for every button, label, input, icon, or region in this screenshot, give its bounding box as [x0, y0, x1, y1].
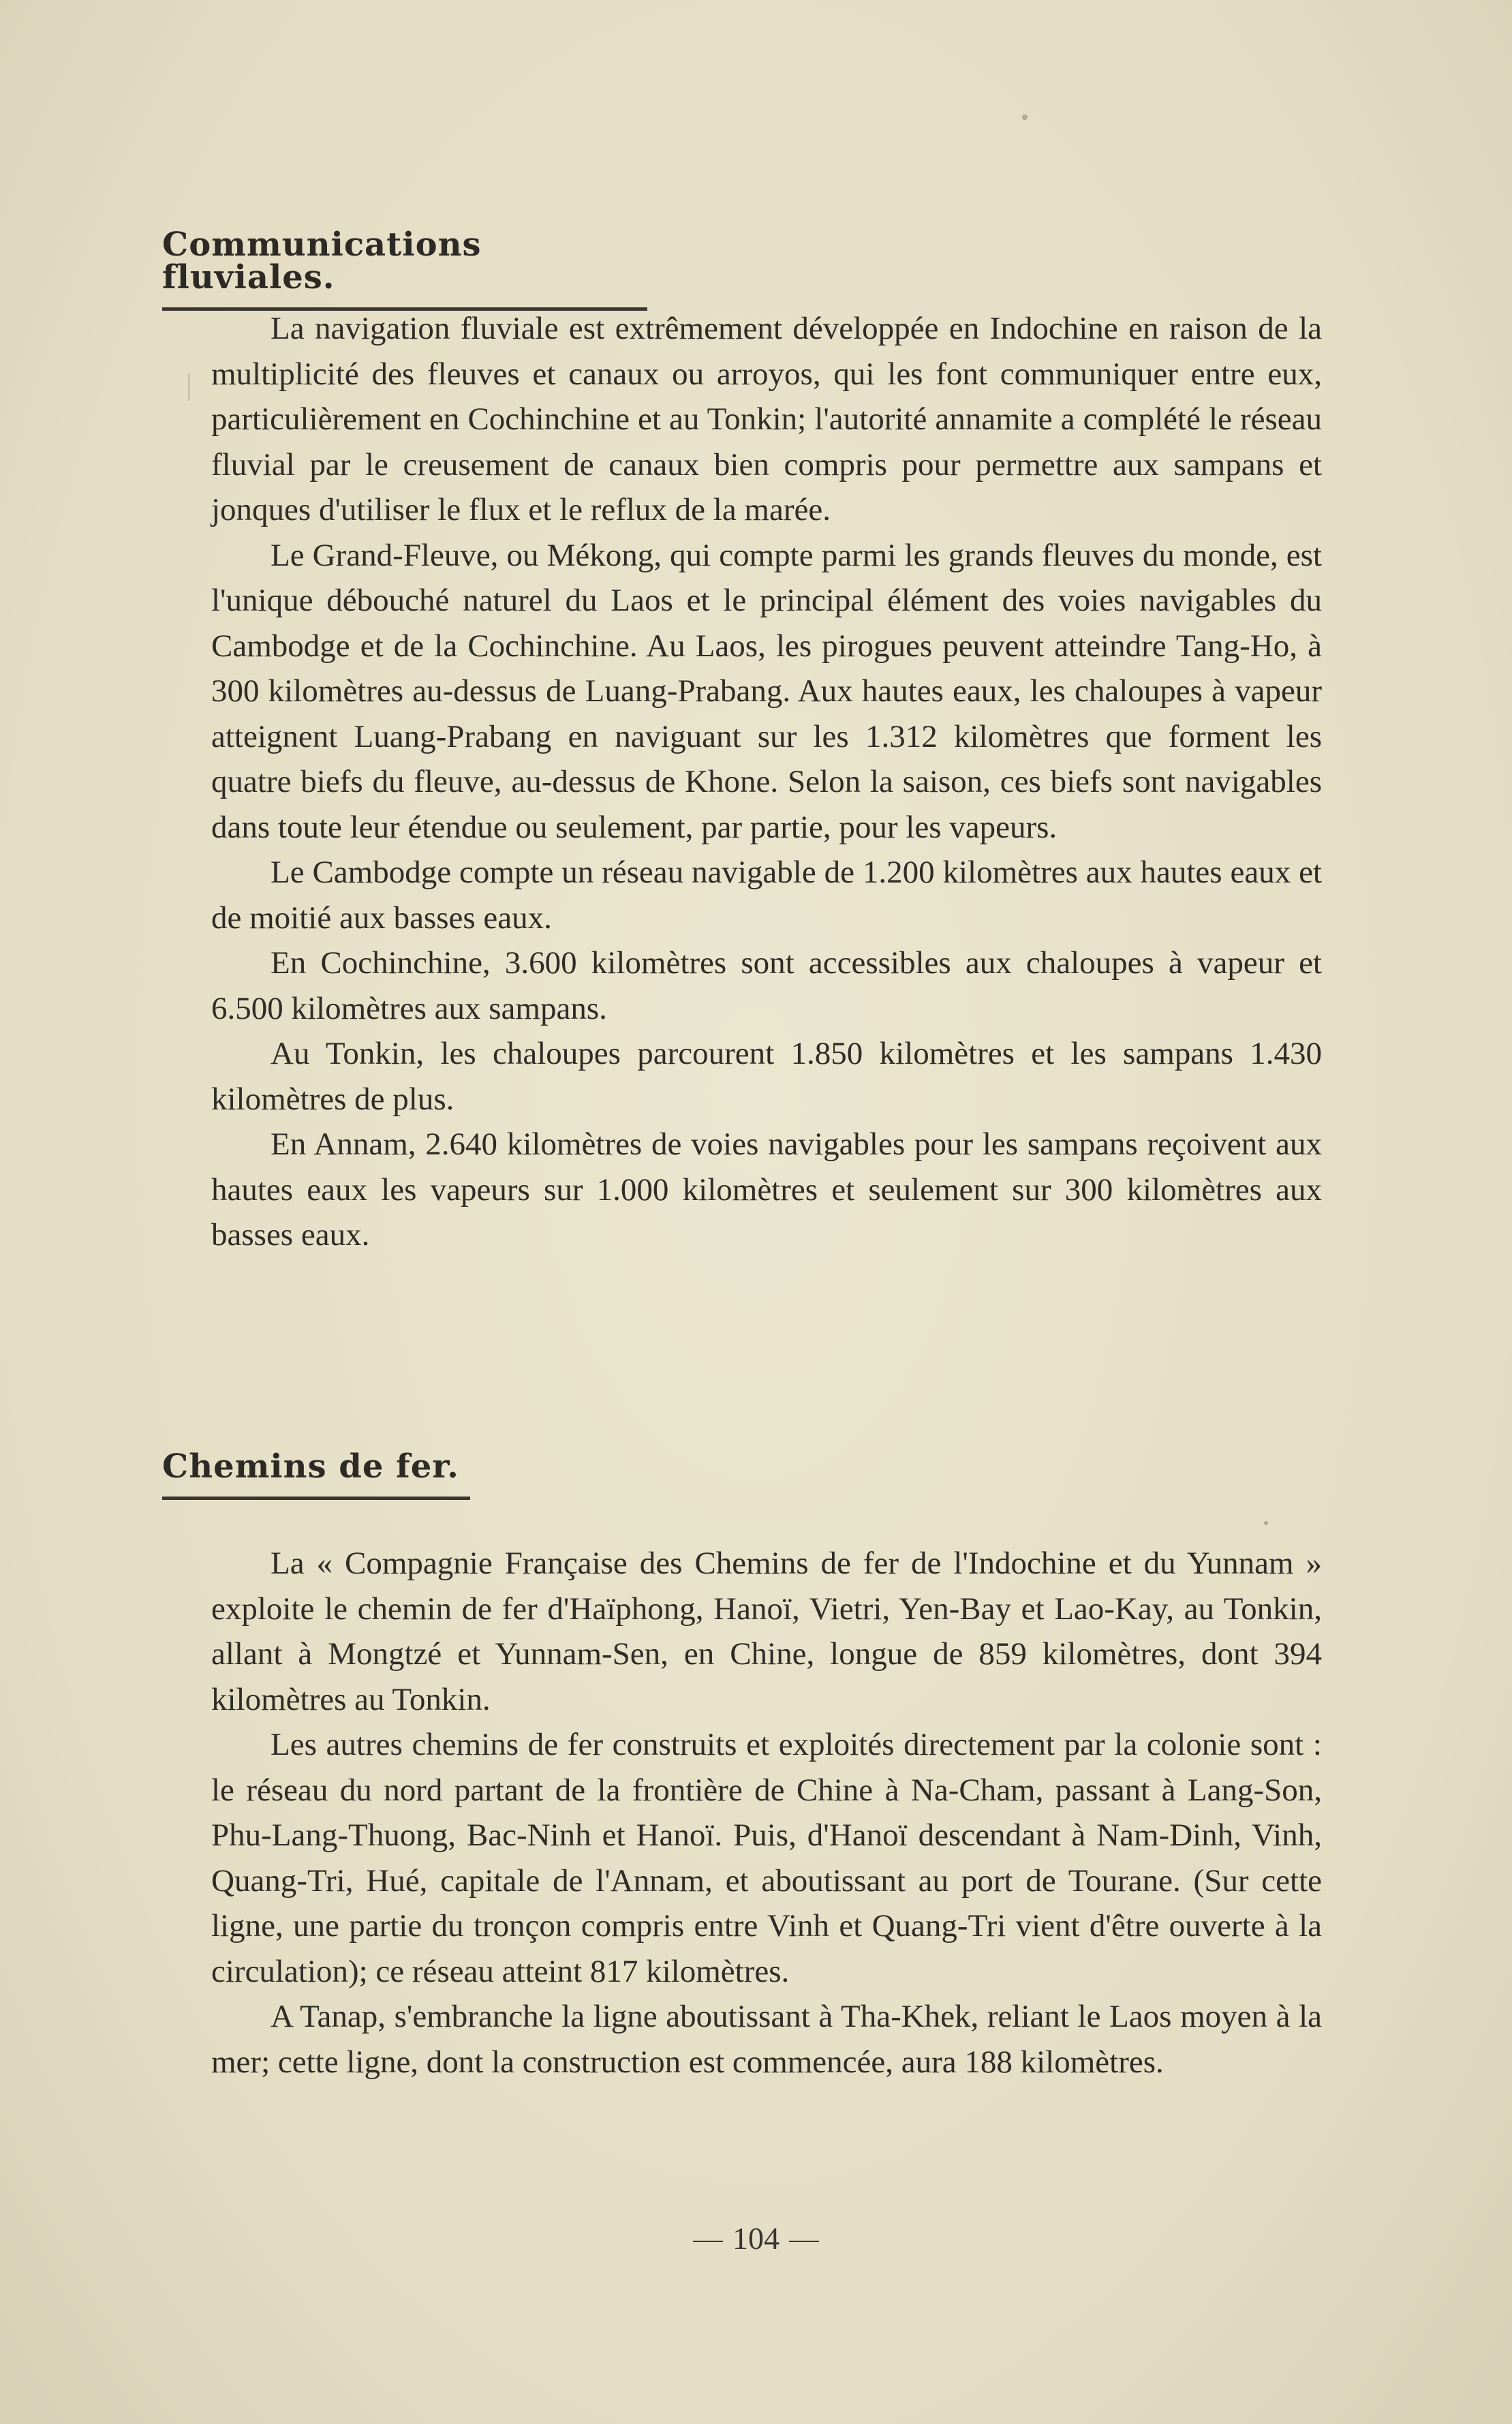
section-heading-communications	[162, 228, 647, 311]
paragraph: Le Cambodge compte un réseau navigable de 1.200 kilomètres aux hautes eaux et de moitié aux basses eaux.	[211, 855, 1322, 936]
paragraph: A Tanap, s'embranche la ligne aboutissant à Tha-Khek, reliant le Laos moyen à la mer; cette ligne, dont la construction est commencée, aura 188 kilomètres.	[211, 1999, 1322, 2080]
paper-speck	[1022, 114, 1028, 120]
paper-speck	[1264, 1521, 1268, 1525]
section-body-chemins	[211, 1541, 1322, 2085]
paragraph: Les autres chemins de fer construits et exploités directement par la colonie sont : le réseau du nord partant de la frontière de Chine à Na-Cham, passant à Lang-Son, Phu-Lang-Thuong, Bac-Ninh et Hanoï. Puis, d'Hanoï descendant à Nam-Dinh, Vinh, Quang-Tri, Hué, capitale de l'Annam, et aboutissant au port de Tourane. (Sur cette ligne, une partie du tronçon compris entre Vinh et Quang-Tri vient d'être ouverte à la circulation); ce réseau atteint 817 kilomètres.	[211, 1727, 1322, 1989]
paragraph: En Annam, 2.640 kilomètres de voies navigables pour les sampans reçoivent aux hautes eaux les vapeurs sur 1.000 kilomètres et seulement sur 300 kilomètres aux basses eaux.	[211, 1126, 1322, 1253]
heading-underline	[162, 1497, 470, 1500]
paragraph: Le Grand-Fleuve, ou Mékong, qui compte parmi les grands fleuves du monde, est l'unique débouché naturel du Laos et le principal élément des voies navigables du Cambodge et de la Cochinchine. Au Laos, les pirogues peuvent atteindre Tang-Ho, à 300 kilomètres au-dessus de Luang-Prabang. Aux hautes eaux, les chaloupes à vapeur atteignent Luang-Prabang en naviguant sur les 1.312 kilomètres que forment les quatre biefs du fleuve, au-dessus de Khone. Selon la saison, ces biefs sont navigables dans toute leur étendue ou seulement, par partie, pour les vapeurs.	[211, 537, 1322, 845]
paper-mark	[188, 373, 190, 401]
page-number-footer	[0, 2220, 1512, 2256]
dash-right	[789, 2241, 819, 2242]
paragraph: La « Compagnie Française des Chemins de fer de l'Indochine et du Yunnam » exploite le chemin de fer d'Haïphong, Hanoï, Vietri, Yen-Bay et Lao-Kay, au Tonkin, allant à Mongtzé et Yunnam-Sen, en Chine, longue de 859 kilomètres, dont 394 kilomètres au Tonkin.	[211, 1546, 1322, 1717]
dash-left	[693, 2241, 723, 2242]
heading-communications-fluviales: Communications fluviales.	[162, 226, 482, 296]
paragraph: En Cochinchine, 3.600 kilomètres sont accessibles aux chaloupes à vapeur et 6.500 kilomètres aux sampans.	[211, 945, 1322, 1026]
paragraph: Au Tonkin, les chaloupes parcourent 1.850 kilomètres et les sampans 1.430 kilomètres de plus.	[211, 1036, 1322, 1117]
heading-chemins-de-fer: Chemins de fer.	[162, 1447, 459, 1486]
paragraph: La navigation fluviale est extrêmement développée en Indochine en raison de la multiplicité des fleuves et canaux ou arroyos, qui les font communiquer entre eux, particulièrement en Cochinchine et au Tonkin; l'autorité annamite a complété le réseau fluvial par le creusement de canaux bien compris pour permettre aux sampans et jonques d'utiliser le flux et le reflux de la marée.	[211, 311, 1322, 527]
section-body-communications	[211, 306, 1322, 1258]
page-number: 104	[732, 2221, 780, 2256]
section-heading-chemins	[162, 1447, 470, 1500]
